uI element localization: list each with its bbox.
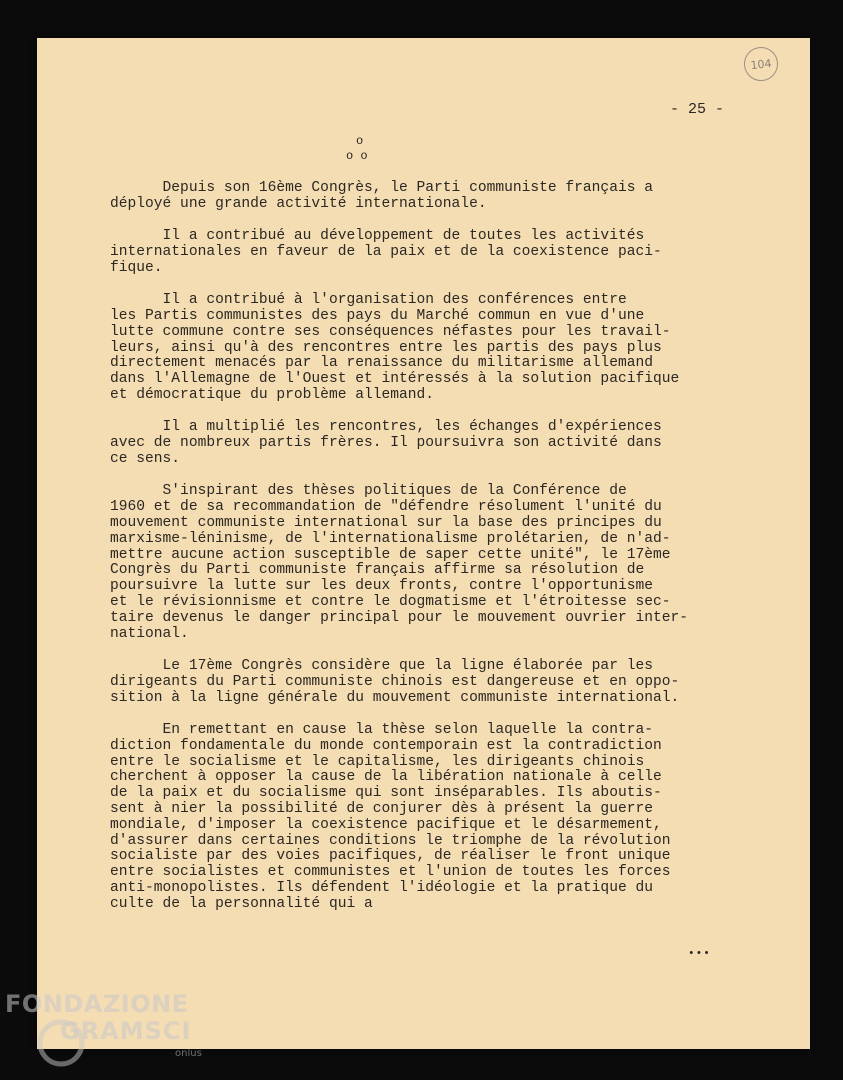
text-line: mouvement communiste international sur la base des principes du: [110, 515, 662, 531]
text-line: d'assurer dans certaines conditions le triomphe de la révolution: [110, 832, 671, 849]
text-line: diction fondamentale du monde contemporain est la contradiction: [110, 737, 662, 754]
text-line: ce sens.: [110, 451, 181, 467]
text-line: de la paix et du socialisme qui sont inséparables. Ils aboutis-: [110, 785, 662, 802]
ornament-bottom: o o: [346, 149, 368, 163]
text-line: Il a contribué au développement de toutes les activités: [110, 228, 645, 245]
text-line: poursuivre la lutte sur les deux fronts, contre l'opportunisme: [110, 578, 653, 595]
text-line: Il a multiplié les rencontres, les échanges d'expériences: [110, 419, 662, 436]
text-line: S'inspirant des thèses politiques de la Conférence de: [110, 483, 627, 500]
text-line: cherchent à opposer la cause de la libération nationale à celle: [110, 769, 662, 786]
text-line: taire devenus le danger principal pour le mouvement ouvrier inter-: [110, 609, 689, 626]
text-line: avec de nombreux partis frères. Il poursuivra son activité dans: [110, 435, 662, 452]
text-line: dirigeants du Parti communiste chinois est dangereuse et en oppo-: [110, 673, 680, 690]
text-line: entre le socialisme et le capitalisme, les dirigeants chinois: [110, 753, 645, 770]
text-line: culte de la personnalité qui a: [110, 895, 373, 912]
text-line: entre socialistes et communistes et l'union de toutes les forces: [110, 864, 671, 881]
text-line: les Partis communistes des pays du Marché commun en vue d'une: [110, 308, 645, 324]
text-line: sition à la ligne générale du mouvement communiste international.: [110, 689, 680, 706]
continuation-mark: •••: [688, 948, 711, 960]
archive-number-stamp: 104: [742, 45, 779, 82]
text-line: anti-monopolistes. Ils défendent l'idéologie et la pratique du: [110, 880, 653, 896]
text-line: Le 17ème Congrès considère que la ligne élaborée par les: [110, 658, 653, 674]
text-line: Congrès du Parti communiste français affirme sa résolution de: [110, 562, 645, 579]
ornament-top: o: [356, 134, 364, 148]
text-line: mondiale, d'imposer la coexistence pacifique et le désarmement,: [110, 816, 662, 833]
text-line: En remettant en cause la thèse selon laquelle la contra-: [110, 722, 653, 738]
watermark-line2: GRAMSCI: [60, 1017, 192, 1045]
watermark-logo: [0, 985, 260, 1080]
text-line: national.: [110, 625, 189, 642]
text-line: socialiste par des voies pacifiques, de réaliser le front unique: [110, 848, 671, 865]
text-line: mettre aucune action susceptible de saper cette unité", le 17ème: [110, 546, 671, 563]
document-page: [37, 38, 810, 1049]
text-line: 1960 et de sa recommandation de "défendre résolument l'unité du: [110, 499, 662, 516]
text-line: directement menacés par la renaissance du militarisme allemand: [110, 355, 653, 372]
watermark-line1: FONDAZIONE: [5, 990, 189, 1018]
text-line: et démocratique du problème allemand.: [110, 387, 435, 403]
text-line: dans l'Allemagne de l'Ouest et intéressés à la solution pacifique: [110, 371, 680, 388]
text-line: Il a contribué à l'organisation des conférences entre: [110, 292, 627, 309]
watermark-line3: onlus: [175, 1048, 202, 1059]
page-number: - 25 -: [670, 101, 725, 118]
text-line: et le révisionnisme et contre le dogmatisme et l'étroitesse sec-: [110, 594, 671, 610]
text-line: fique.: [110, 259, 163, 276]
text-line: leurs, ainsi qu'à des rencontres entre les partis des pays plus: [110, 339, 662, 356]
text-line: internationales en faveur de la paix et de la coexistence paci-: [110, 244, 662, 260]
text-line: marxisme-léninisme, de l'internationalisme prolétarien, de n'ad-: [110, 530, 671, 547]
text-line: Depuis son 16ème Congrès, le Parti communiste français a: [110, 180, 653, 196]
text-line: déployé une grande activité internationale.: [110, 195, 487, 212]
text-line: sent à nier la possibilité de conjurer dès à présent la guerre: [110, 801, 653, 817]
text-line: lutte commune contre ses conséquences néfastes pour les travail-: [110, 323, 671, 340]
